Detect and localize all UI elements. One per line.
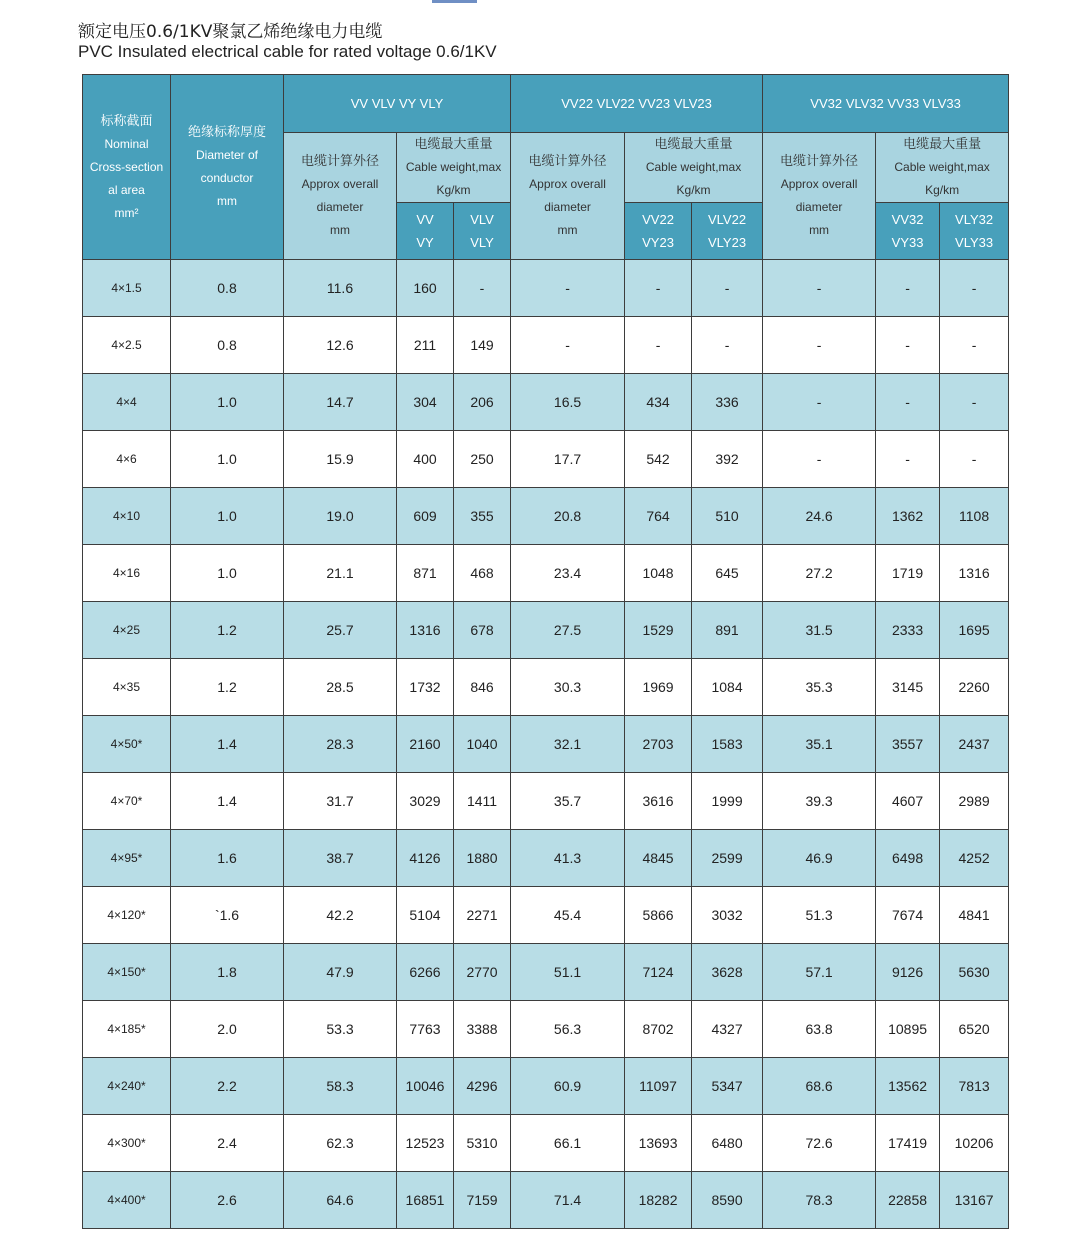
cell-diameter-vv22: 16.5 — [511, 374, 625, 431]
cell-cross-section: 4×300* — [83, 1115, 171, 1172]
cell-insulation-thickness: 2.4 — [171, 1115, 284, 1172]
cell-weight-vv22-vy23: 3616 — [625, 773, 692, 830]
header-sub-vv-vy: VV VY — [397, 203, 454, 260]
cell-weight-vv22-vy23: - — [625, 317, 692, 374]
cell-weight-vly32-vly33: 10206 — [940, 1115, 1009, 1172]
cell-cross-section: 4×120* — [83, 887, 171, 944]
cell-weight-vlv22-vly23: 5347 — [692, 1058, 763, 1115]
cell-weight-vv22-vy23: 8702 — [625, 1001, 692, 1058]
cell-weight-vly32-vly33: 2260 — [940, 659, 1009, 716]
cell-weight-vly32-vly33: 6520 — [940, 1001, 1009, 1058]
cable-spec-table — [82, 74, 1009, 1229]
cell-weight-vlv22-vly23: 645 — [692, 545, 763, 602]
cell-weight-vlv22-vly23: 510 — [692, 488, 763, 545]
cell-weight-vv32-vy33: 2333 — [876, 602, 940, 659]
header-group-vv32: VV32 VLV32 VV33 VLV33 — [763, 75, 1009, 133]
cell-diameter-vv: 31.7 — [284, 773, 397, 830]
table-body — [83, 260, 1009, 1229]
cell-weight-vlv-vly: 206 — [454, 374, 511, 431]
table-row — [83, 1001, 1009, 1058]
header-sub-vlv22-vly23: VLV22 VLY23 — [692, 203, 763, 260]
cell-diameter-vv32: 35.3 — [763, 659, 876, 716]
cell-diameter-vv: 53.3 — [284, 1001, 397, 1058]
cell-diameter-vv22: 71.4 — [511, 1172, 625, 1229]
cell-weight-vv22-vy23: 4845 — [625, 830, 692, 887]
cell-weight-vv32-vy33: 3557 — [876, 716, 940, 773]
cell-diameter-vv32: 35.1 — [763, 716, 876, 773]
cell-weight-vv32-vy33: - — [876, 317, 940, 374]
cell-weight-vlv-vly: 355 — [454, 488, 511, 545]
cell-weight-vv32-vy33: - — [876, 431, 940, 488]
cell-weight-vly32-vly33: 4252 — [940, 830, 1009, 887]
cell-weight-vv22-vy23: 764 — [625, 488, 692, 545]
cell-cross-section: 4×240* — [83, 1058, 171, 1115]
cell-weight-vlv22-vly23: 2599 — [692, 830, 763, 887]
cell-cross-section: 4×4 — [83, 374, 171, 431]
cell-weight-vv-vy: 609 — [397, 488, 454, 545]
cell-weight-vly32-vly33: 13167 — [940, 1172, 1009, 1229]
table-row — [83, 488, 1009, 545]
cell-diameter-vv22: 17.7 — [511, 431, 625, 488]
header-weight-vv: 电缆最大重量 Cable weight,max Kg/km — [397, 133, 511, 203]
cell-diameter-vv22: 32.1 — [511, 716, 625, 773]
cell-insulation-thickness: 1.0 — [171, 488, 284, 545]
cell-weight-vv32-vy33: 9126 — [876, 944, 940, 1001]
cell-diameter-vv32: 57.1 — [763, 944, 876, 1001]
cell-diameter-vv32: - — [763, 374, 876, 431]
header-nominal-cross-section: 标称截面 Nominal Cross-section al area mm² — [83, 75, 171, 260]
cell-weight-vv32-vy33: - — [876, 374, 940, 431]
header-sub-vly32-vly33: VLY32 VLY33 — [940, 203, 1009, 260]
cell-insulation-thickness: 1.0 — [171, 431, 284, 488]
cell-cross-section: 4×50* — [83, 716, 171, 773]
title-chinese: 额定电压0.6/1KV聚氯乙烯绝缘电力电缆 — [78, 22, 383, 42]
cell-diameter-vv32: 72.6 — [763, 1115, 876, 1172]
header-diameter-vv: 电缆计算外径 Approx overall diameter mm — [284, 133, 397, 260]
table-row — [83, 659, 1009, 716]
cell-weight-vlv-vly: 678 — [454, 602, 511, 659]
cell-cross-section: 4×400* — [83, 1172, 171, 1229]
title-english: PVC Insulated electrical cable for rated voltage 0.6/1KV — [78, 42, 497, 61]
cell-diameter-vv22: - — [511, 260, 625, 317]
cell-weight-vv22-vy23: 434 — [625, 374, 692, 431]
cell-insulation-thickness: 1.4 — [171, 716, 284, 773]
cell-insulation-thickness: 2.0 — [171, 1001, 284, 1058]
table-row — [83, 773, 1009, 830]
cell-weight-vv32-vy33: 22858 — [876, 1172, 940, 1229]
cell-weight-vlv-vly: 1040 — [454, 716, 511, 773]
cell-weight-vlv-vly: 2770 — [454, 944, 511, 1001]
cell-weight-vlv-vly: 1880 — [454, 830, 511, 887]
cell-cross-section: 4×2.5 — [83, 317, 171, 374]
cell-weight-vv32-vy33: - — [876, 260, 940, 317]
cell-weight-vv-vy: 1732 — [397, 659, 454, 716]
cell-diameter-vv32: 46.9 — [763, 830, 876, 887]
cell-weight-vv22-vy23: - — [625, 260, 692, 317]
cell-weight-vlv22-vly23: 8590 — [692, 1172, 763, 1229]
table-row — [83, 260, 1009, 317]
cell-cross-section: 4×95* — [83, 830, 171, 887]
cell-weight-vv-vy: 12523 — [397, 1115, 454, 1172]
cell-weight-vlv-vly: 5310 — [454, 1115, 511, 1172]
cell-diameter-vv22: 60.9 — [511, 1058, 625, 1115]
cell-weight-vv-vy: 4126 — [397, 830, 454, 887]
cell-diameter-vv22: 27.5 — [511, 602, 625, 659]
header-weight-vv32: 电缆最大重量 Cable weight,max Kg/km — [876, 133, 1009, 203]
cell-weight-vlv22-vly23: 891 — [692, 602, 763, 659]
table-row — [83, 944, 1009, 1001]
table-row — [83, 431, 1009, 488]
cell-diameter-vv32: - — [763, 431, 876, 488]
cell-diameter-vv32: - — [763, 317, 876, 374]
cell-weight-vlv22-vly23: 6480 — [692, 1115, 763, 1172]
cell-weight-vv32-vy33: 4607 — [876, 773, 940, 830]
cell-weight-vv32-vy33: 10895 — [876, 1001, 940, 1058]
table-row — [83, 374, 1009, 431]
cell-diameter-vv32: 39.3 — [763, 773, 876, 830]
cell-weight-vv32-vy33: 13562 — [876, 1058, 940, 1115]
cell-diameter-vv: 58.3 — [284, 1058, 397, 1115]
cell-weight-vv-vy: 304 — [397, 374, 454, 431]
cell-weight-vv32-vy33: 17419 — [876, 1115, 940, 1172]
cell-weight-vlv22-vly23: 1583 — [692, 716, 763, 773]
cell-insulation-thickness: 2.6 — [171, 1172, 284, 1229]
cell-weight-vly32-vly33: - — [940, 260, 1009, 317]
cell-diameter-vv22: 23.4 — [511, 545, 625, 602]
cell-diameter-vv22: 30.3 — [511, 659, 625, 716]
cell-diameter-vv: 62.3 — [284, 1115, 397, 1172]
cell-weight-vv-vy: 400 — [397, 431, 454, 488]
cell-cross-section: 4×10 — [83, 488, 171, 545]
cell-diameter-vv: 38.7 — [284, 830, 397, 887]
cell-diameter-vv22: 45.4 — [511, 887, 625, 944]
cell-weight-vly32-vly33: 4841 — [940, 887, 1009, 944]
cell-diameter-vv: 64.6 — [284, 1172, 397, 1229]
cell-diameter-vv32: 27.2 — [763, 545, 876, 602]
cell-weight-vv22-vy23: 2703 — [625, 716, 692, 773]
table-row — [83, 1115, 1009, 1172]
header-sub-vv32-vy33: VV32 VY33 — [876, 203, 940, 260]
cell-insulation-thickness: 1.0 — [171, 545, 284, 602]
cell-weight-vlv-vly: - — [454, 260, 511, 317]
cell-weight-vlv-vly: 4296 — [454, 1058, 511, 1115]
cell-weight-vlv22-vly23: 392 — [692, 431, 763, 488]
cell-diameter-vv22: 56.3 — [511, 1001, 625, 1058]
cell-weight-vly32-vly33: - — [940, 317, 1009, 374]
top-accent-bar — [432, 0, 477, 3]
cell-diameter-vv: 42.2 — [284, 887, 397, 944]
cell-diameter-vv: 25.7 — [284, 602, 397, 659]
cell-weight-vv22-vy23: 13693 — [625, 1115, 692, 1172]
cell-weight-vv22-vy23: 18282 — [625, 1172, 692, 1229]
header-group-vv22: VV22 VLV22 VV23 VLV23 — [511, 75, 763, 133]
cell-weight-vv32-vy33: 3145 — [876, 659, 940, 716]
cell-weight-vlv22-vly23: - — [692, 317, 763, 374]
cell-diameter-vv32: - — [763, 260, 876, 317]
cell-diameter-vv32: 31.5 — [763, 602, 876, 659]
cell-weight-vv-vy: 5104 — [397, 887, 454, 944]
cell-cross-section: 4×35 — [83, 659, 171, 716]
cell-weight-vly32-vly33: 2437 — [940, 716, 1009, 773]
cell-insulation-thickness: 1.0 — [171, 374, 284, 431]
cell-weight-vlv-vly: 846 — [454, 659, 511, 716]
table-row — [83, 1172, 1009, 1229]
header-weight-vv22: 电缆最大重量 Cable weight,max Kg/km — [625, 133, 763, 203]
header-insulation-thickness: 绝缘标称厚度 Diameter of conductor mm — [171, 75, 284, 260]
cell-weight-vv22-vy23: 1969 — [625, 659, 692, 716]
cell-diameter-vv22: - — [511, 317, 625, 374]
cell-weight-vly32-vly33: 1108 — [940, 488, 1009, 545]
cell-diameter-vv: 28.5 — [284, 659, 397, 716]
cell-weight-vlv22-vly23: - — [692, 260, 763, 317]
header-sub-vv22-vy23: VV22 VY23 — [625, 203, 692, 260]
cell-weight-vv-vy: 7763 — [397, 1001, 454, 1058]
cell-weight-vv22-vy23: 1529 — [625, 602, 692, 659]
table-row — [83, 602, 1009, 659]
table-row — [83, 716, 1009, 773]
cell-weight-vv-vy: 10046 — [397, 1058, 454, 1115]
table-row — [83, 545, 1009, 602]
cell-insulation-thickness: 2.2 — [171, 1058, 284, 1115]
cell-insulation-thickness: 0.8 — [171, 317, 284, 374]
cell-weight-vly32-vly33: 1316 — [940, 545, 1009, 602]
cell-weight-vv-vy: 3029 — [397, 773, 454, 830]
header-group-vv: VV VLV VY VLY — [284, 75, 511, 133]
table-row — [83, 830, 1009, 887]
cell-weight-vlv22-vly23: 3628 — [692, 944, 763, 1001]
cell-diameter-vv32: 51.3 — [763, 887, 876, 944]
cell-diameter-vv32: 63.8 — [763, 1001, 876, 1058]
cell-diameter-vv: 11.6 — [284, 260, 397, 317]
cell-weight-vly32-vly33: - — [940, 374, 1009, 431]
cell-diameter-vv22: 66.1 — [511, 1115, 625, 1172]
cell-weight-vv32-vy33: 1362 — [876, 488, 940, 545]
cell-weight-vly32-vly33: 2989 — [940, 773, 1009, 830]
cell-weight-vv-vy: 16851 — [397, 1172, 454, 1229]
cell-weight-vv-vy: 6266 — [397, 944, 454, 1001]
cell-weight-vlv22-vly23: 1084 — [692, 659, 763, 716]
cell-weight-vv22-vy23: 1048 — [625, 545, 692, 602]
cell-diameter-vv: 14.7 — [284, 374, 397, 431]
cell-cross-section: 4×1.5 — [83, 260, 171, 317]
cell-cross-section: 4×150* — [83, 944, 171, 1001]
cell-weight-vv22-vy23: 542 — [625, 431, 692, 488]
cell-weight-vly32-vly33: 1695 — [940, 602, 1009, 659]
cell-diameter-vv32: 24.6 — [763, 488, 876, 545]
cell-weight-vlv-vly: 2271 — [454, 887, 511, 944]
cell-diameter-vv22: 35.7 — [511, 773, 625, 830]
cell-weight-vlv22-vly23: 4327 — [692, 1001, 763, 1058]
cell-diameter-vv22: 20.8 — [511, 488, 625, 545]
cell-weight-vv22-vy23: 7124 — [625, 944, 692, 1001]
header-diameter-vv32: 电缆计算外径 Approx overall diameter mm — [763, 133, 876, 260]
cell-insulation-thickness: `1.6 — [171, 887, 284, 944]
cell-weight-vv-vy: 1316 — [397, 602, 454, 659]
cell-weight-vv-vy: 211 — [397, 317, 454, 374]
cell-weight-vlv-vly: 3388 — [454, 1001, 511, 1058]
cell-diameter-vv: 19.0 — [284, 488, 397, 545]
table-row — [83, 317, 1009, 374]
cell-weight-vlv22-vly23: 3032 — [692, 887, 763, 944]
cell-weight-vly32-vly33: 7813 — [940, 1058, 1009, 1115]
cell-weight-vlv22-vly23: 336 — [692, 374, 763, 431]
cell-weight-vlv-vly: 7159 — [454, 1172, 511, 1229]
cell-weight-vv32-vy33: 1719 — [876, 545, 940, 602]
cell-insulation-thickness: 1.2 — [171, 602, 284, 659]
cell-insulation-thickness: 0.8 — [171, 260, 284, 317]
table-row — [83, 887, 1009, 944]
cell-weight-vv32-vy33: 7674 — [876, 887, 940, 944]
cell-weight-vv22-vy23: 5866 — [625, 887, 692, 944]
table-row — [83, 1058, 1009, 1115]
cell-diameter-vv: 28.3 — [284, 716, 397, 773]
cell-diameter-vv32: 78.3 — [763, 1172, 876, 1229]
cell-diameter-vv32: 68.6 — [763, 1058, 876, 1115]
cell-cross-section: 4×70* — [83, 773, 171, 830]
cell-diameter-vv22: 41.3 — [511, 830, 625, 887]
cell-insulation-thickness: 1.8 — [171, 944, 284, 1001]
cell-weight-vly32-vly33: 5630 — [940, 944, 1009, 1001]
cell-weight-vlv-vly: 1411 — [454, 773, 511, 830]
cell-diameter-vv: 12.6 — [284, 317, 397, 374]
cell-weight-vly32-vly33: - — [940, 431, 1009, 488]
cell-weight-vv22-vy23: 11097 — [625, 1058, 692, 1115]
cell-cross-section: 4×16 — [83, 545, 171, 602]
header-sub-vlv-vly: VLV VLY — [454, 203, 511, 260]
cell-weight-vv-vy: 160 — [397, 260, 454, 317]
cell-diameter-vv: 47.9 — [284, 944, 397, 1001]
cell-weight-vv-vy: 2160 — [397, 716, 454, 773]
cell-diameter-vv: 15.9 — [284, 431, 397, 488]
cell-weight-vv32-vy33: 6498 — [876, 830, 940, 887]
cell-weight-vlv22-vly23: 1999 — [692, 773, 763, 830]
header-diameter-vv22: 电缆计算外径 Approx overall diameter mm — [511, 133, 625, 260]
cell-weight-vlv-vly: 149 — [454, 317, 511, 374]
cell-insulation-thickness: 1.2 — [171, 659, 284, 716]
cell-cross-section: 4×185* — [83, 1001, 171, 1058]
cell-insulation-thickness: 1.6 — [171, 830, 284, 887]
cell-weight-vlv-vly: 468 — [454, 545, 511, 602]
cell-cross-section: 4×6 — [83, 431, 171, 488]
cell-diameter-vv22: 51.1 — [511, 944, 625, 1001]
cell-weight-vv-vy: 871 — [397, 545, 454, 602]
cell-diameter-vv: 21.1 — [284, 545, 397, 602]
cell-weight-vlv-vly: 250 — [454, 431, 511, 488]
cell-cross-section: 4×25 — [83, 602, 171, 659]
cell-insulation-thickness: 1.4 — [171, 773, 284, 830]
